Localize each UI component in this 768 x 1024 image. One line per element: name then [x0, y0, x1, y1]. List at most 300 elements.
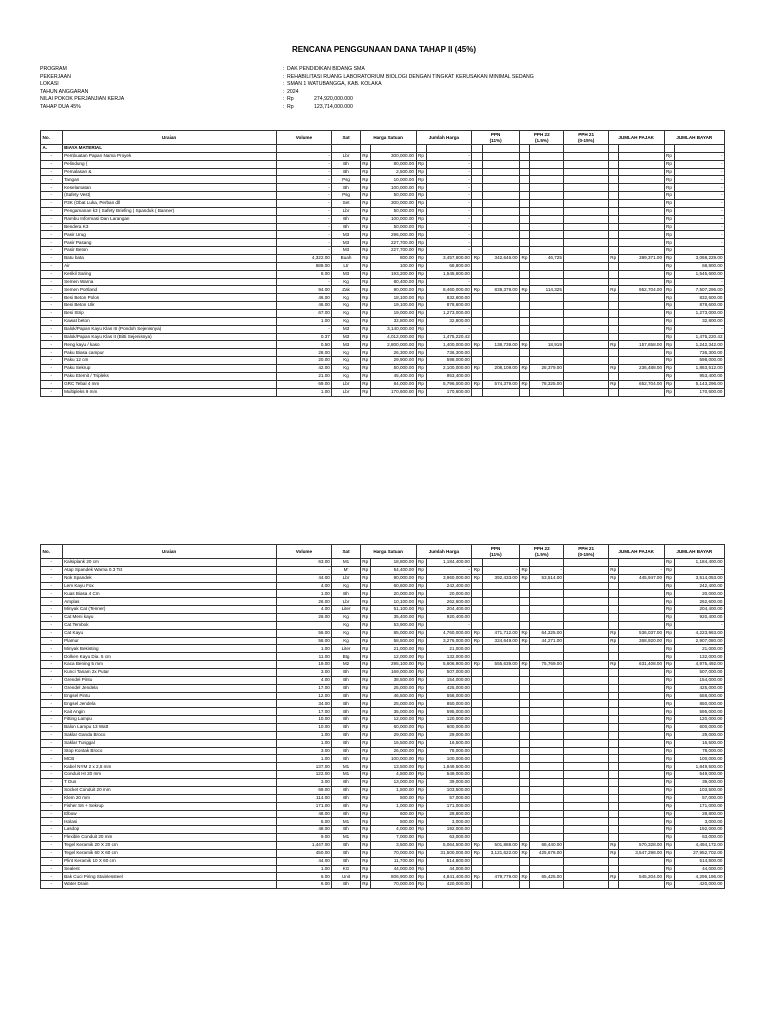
pph21 — [564, 215, 608, 223]
pph21 — [564, 566, 608, 574]
jumlah-bayar: 103,500.00 — [674, 786, 724, 794]
table-row — [41, 184, 725, 192]
item-sat: Bh — [332, 669, 360, 677]
jumlah-pajak: 952,704.00 — [619, 286, 665, 294]
jumlah-harga: 16,500.00 — [426, 739, 472, 747]
jumlah-pajak — [619, 184, 665, 192]
jumlah-harga: - — [426, 325, 472, 333]
table-row — [41, 566, 725, 574]
table-row — [41, 834, 725, 842]
ppn-rp — [472, 168, 482, 176]
jumlah-harga: 5,796,000.00 — [426, 380, 472, 388]
jumlah-bayar-rp: Rp — [664, 755, 674, 763]
jumlah-pajak-rp — [608, 333, 618, 341]
ppn-rp — [472, 176, 482, 184]
pph22 — [530, 676, 564, 684]
jumlah-pajak-rp — [608, 818, 618, 826]
item-volume: 3.00 — [276, 779, 332, 787]
pph22 — [530, 802, 564, 810]
item-no: - — [41, 857, 63, 865]
table-row — [41, 692, 725, 700]
jumlah-bayar: - — [674, 215, 724, 223]
jumlah-pajak-rp — [608, 676, 618, 684]
item-uraian: Isolasi — [62, 818, 276, 826]
pph22-rp — [520, 231, 530, 239]
jumlah-bayar-rp: Rp — [664, 692, 674, 700]
jumlah-pajak-rp — [608, 310, 618, 318]
pph22-rp: Rp — [520, 873, 530, 881]
pph22 — [530, 739, 564, 747]
ppn-rp — [472, 388, 482, 396]
harga-satuan: 90,000.00 — [370, 574, 416, 582]
pph21 — [564, 881, 608, 889]
ppn-rp — [472, 262, 482, 270]
jumlah-bayar: 4,494,172.00 — [674, 841, 724, 849]
item-no: - — [41, 637, 63, 645]
pph22-rp — [520, 881, 530, 889]
jumlah-harga-rp: Rp — [416, 865, 426, 873]
harga-satuan: 25,000.00 — [370, 684, 416, 692]
header-sat: Sat — [332, 545, 360, 559]
item-volume: 171.00 — [276, 802, 332, 810]
header-harga-satuan: Harga Satuan — [360, 545, 416, 559]
pph22-rp — [520, 160, 530, 168]
ppn-rp — [472, 372, 482, 380]
pph22-rp — [520, 731, 530, 739]
jumlah-pajak: 368,920.00 — [619, 637, 665, 645]
pph22 — [530, 152, 564, 160]
jumlah-pajak — [619, 716, 665, 724]
ppn — [482, 810, 520, 818]
pph22 — [530, 388, 564, 396]
ppn — [482, 881, 520, 889]
pph22 — [530, 294, 564, 302]
item-uraian: Elbow — [62, 810, 276, 818]
jumlah-bayar-rp: Rp — [664, 559, 674, 567]
ppn-rp — [472, 152, 482, 160]
pph22-rp: Rp — [520, 365, 530, 373]
jumlah-harga-rp: Rp — [416, 763, 426, 771]
jumlah-bayar: 262,600.00 — [674, 598, 724, 606]
meta-value: 274,920,000.000 — [314, 96, 353, 103]
item-volume: 10.00 — [276, 716, 332, 724]
item-uraian: Pasir Pasang — [62, 239, 276, 247]
jumlah-harga-rp: Rp — [416, 747, 426, 755]
table-row — [41, 849, 725, 857]
jumlah-harga-rp: Rp — [416, 207, 426, 215]
jumlah-harga: - — [426, 247, 472, 255]
jumlah-harga-rp: Rp — [416, 559, 426, 567]
header-jumlah-bayar: JUMLAH BAYAR — [664, 131, 724, 145]
table-row — [41, 247, 725, 255]
jumlah-pajak: 652,704.00 — [619, 380, 665, 388]
item-uraian: Fisher S6 + Sekrup — [62, 802, 276, 810]
ppn — [482, 317, 520, 325]
jumlah-pajak-rp: Rp — [608, 255, 618, 263]
item-volume: 1.00 — [276, 731, 332, 739]
item-no: - — [41, 598, 63, 606]
table-row — [41, 653, 725, 661]
jumlah-pajak: 389,371.00 — [619, 255, 665, 263]
harga-satuan-rp: Rp — [360, 834, 370, 842]
pph22 — [530, 598, 564, 606]
ppn — [482, 794, 520, 802]
table-row — [41, 286, 725, 294]
meta-value: SMAN 1 WATUBANGGA, KAB. KOLAKA — [287, 81, 382, 88]
item-uraian: Pasir Beton — [62, 247, 276, 255]
jumlah-pajak — [619, 708, 665, 716]
jumlah-bayar: 1,184,400.00 — [674, 559, 724, 567]
jumlah-harga: 1,184,400.00 — [426, 559, 472, 567]
table-row — [41, 810, 725, 818]
jumlah-bayar: - — [674, 207, 724, 215]
item-uraian: Grendel Pintu — [62, 676, 276, 684]
jumlah-bayar: 100,000.00 — [674, 755, 724, 763]
meta-value: DAK PENDIDIKAN BIDANG SMA — [287, 66, 365, 72]
jumlah-harga-rp: Rp — [416, 160, 426, 168]
header-no: No. — [41, 131, 63, 145]
jumlah-bayar: 3,068,229.00 — [674, 255, 724, 263]
jumlah-pajak — [619, 192, 665, 200]
harga-satuan-rp: Rp — [360, 262, 370, 270]
item-sat: M2 — [332, 661, 360, 669]
meta-currency: Rp — [287, 103, 294, 110]
jumlah-bayar-rp: Rp — [664, 239, 674, 247]
item-volume: 688.00 — [276, 262, 332, 270]
jumlah-bayar-rp: Rp — [664, 708, 674, 716]
jumlah-pajak — [619, 676, 665, 684]
pph22 — [530, 653, 564, 661]
jumlah-pajak — [619, 247, 665, 255]
jumlah-harga-rp: Rp — [416, 590, 426, 598]
pph22-rp — [520, 747, 530, 755]
jumlah-harga-rp: Rp — [416, 692, 426, 700]
jumlah-harga-rp: Rp — [416, 325, 426, 333]
pph22 — [530, 590, 564, 598]
table-row — [41, 794, 725, 802]
item-no: - — [41, 168, 63, 176]
item-uraian: Lem Kayu Fox — [62, 582, 276, 590]
jumlah-harga-rp: Rp — [416, 621, 426, 629]
ppn: 838,379.00 — [482, 286, 520, 294]
ppn — [482, 582, 520, 590]
jumlah-bayar-rp: Rp — [664, 270, 674, 278]
jumlah-harga: 878,600.00 — [426, 302, 472, 310]
jumlah-bayar-rp: Rp — [664, 614, 674, 622]
ppn-rp: Rp — [472, 566, 482, 574]
jumlah-harga: 192,000.00 — [426, 826, 472, 834]
item-no: - — [41, 716, 63, 724]
harga-satuan: 50,000.00 — [370, 207, 416, 215]
item-sat: Kg — [332, 349, 360, 357]
item-volume: 4.00 — [276, 582, 332, 590]
item-volume: 26.00 — [276, 614, 332, 622]
section-label: BIAYA MATERIAL — [62, 145, 276, 153]
jumlah-bayar-rp: Rp — [664, 716, 674, 724]
jumlah-pajak — [619, 598, 665, 606]
meta-currency: Rp — [287, 96, 294, 103]
table-row — [41, 294, 725, 302]
ppn — [482, 621, 520, 629]
jumlah-pajak-rp — [608, 810, 618, 818]
pph22-rp — [520, 676, 530, 684]
jumlah-harga: 425,000.00 — [426, 684, 472, 692]
ppn-rp — [472, 834, 482, 842]
ppn: 3,121,622.00 — [482, 849, 520, 857]
jumlah-pajak — [619, 239, 665, 247]
harga-satuan: 35,400.00 — [370, 614, 416, 622]
harga-satuan-rp: Rp — [360, 310, 370, 318]
ppn — [482, 857, 520, 865]
pph22 — [530, 239, 564, 247]
harga-satuan: 500.00 — [370, 794, 416, 802]
harga-satuan: 4,000.00 — [370, 826, 416, 834]
pph21 — [564, 247, 608, 255]
item-no: - — [41, 325, 63, 333]
jumlah-bayar: 1,863,512.00 — [674, 365, 724, 373]
table-row — [41, 270, 725, 278]
jumlah-bayar-rp: Rp — [664, 278, 674, 286]
ppn-rp — [472, 215, 482, 223]
item-sat: Bh — [332, 739, 360, 747]
jumlah-harga: 507,000.00 — [426, 669, 472, 677]
jumlah-harga: 1,849,500.00 — [426, 763, 472, 771]
pph21 — [564, 692, 608, 700]
ppn: 342,646.00 — [482, 255, 520, 263]
pph22-rp: Rp — [520, 380, 530, 388]
table-row — [41, 372, 725, 380]
header-ppn: PPN (11%) — [472, 131, 520, 145]
item-sat: M1 — [332, 771, 360, 779]
item-uraian: Reng kayu / kaso — [62, 341, 276, 349]
item-uraian: Grendel Jendela — [62, 684, 276, 692]
table-row — [41, 661, 725, 669]
pph22 — [530, 302, 564, 310]
ppn — [482, 325, 520, 333]
ppn — [482, 310, 520, 318]
ppn-rp — [472, 708, 482, 716]
ppn-rp — [472, 700, 482, 708]
jumlah-pajak — [619, 333, 665, 341]
jumlah-bayar-rp: Rp — [664, 645, 674, 653]
table-row — [41, 333, 725, 341]
item-uraian: Water Drain — [62, 881, 276, 889]
item-no: - — [41, 700, 63, 708]
harga-satuan-rp: Rp — [360, 786, 370, 794]
ppn — [482, 192, 520, 200]
jumlah-pajak-rp — [608, 192, 618, 200]
pph22-rp — [520, 692, 530, 700]
jumlah-bayar-rp: Rp — [664, 873, 674, 881]
jumlah-bayar-rp: Rp — [664, 582, 674, 590]
jumlah-harga-rp: Rp — [416, 802, 426, 810]
jumlah-harga-rp: Rp — [416, 582, 426, 590]
harga-satuan: 90,000.00 — [370, 286, 416, 294]
ppn — [482, 176, 520, 184]
item-no: - — [41, 779, 63, 787]
item-no: - — [41, 559, 63, 567]
jumlah-bayar-rp: Rp — [664, 317, 674, 325]
item-sat: Bh — [332, 160, 360, 168]
pph21 — [564, 325, 608, 333]
harga-satuan: 32,800.00 — [370, 317, 416, 325]
jumlah-pajak-rp: Rp — [608, 566, 618, 574]
jumlah-pajak — [619, 779, 665, 787]
ppn-rp — [472, 771, 482, 779]
pph22 — [530, 779, 564, 787]
jumlah-bayar-rp: Rp — [664, 207, 674, 215]
harga-satuan-rp: Rp — [360, 708, 370, 716]
jumlah-bayar: 425,000.00 — [674, 684, 724, 692]
ppn — [482, 739, 520, 747]
item-no: - — [41, 771, 63, 779]
jumlah-pajak — [619, 270, 665, 278]
jumlah-bayar: 7,507,296.00 — [674, 286, 724, 294]
jumlah-pajak-rp: Rp — [608, 849, 618, 857]
jumlah-harga: 32,800.00 — [426, 317, 472, 325]
table-row — [41, 716, 725, 724]
jumlah-harga-rp: Rp — [416, 794, 426, 802]
harga-satuan: 60,600.00 — [370, 582, 416, 590]
pph22 — [530, 810, 564, 818]
pph21 — [564, 786, 608, 794]
harga-satuan: 13,000.00 — [370, 779, 416, 787]
harga-satuan-rp: Rp — [360, 388, 370, 396]
jumlah-harga: 1,273,000.00 — [426, 310, 472, 318]
jumlah-harga: 1,545,600.00 — [426, 270, 472, 278]
ppn — [482, 349, 520, 357]
jumlah-harga-rp: Rp — [416, 200, 426, 208]
item-no: - — [41, 755, 63, 763]
harga-satuan-rp: Rp — [360, 200, 370, 208]
item-uraian: Klem 20 mm — [62, 794, 276, 802]
pph22-rp — [520, 653, 530, 661]
jumlah-pajak-rp — [608, 262, 618, 270]
jumlah-pajak — [619, 653, 665, 661]
pph21 — [564, 700, 608, 708]
item-sat: Bh — [332, 881, 360, 889]
item-sat: Lbr — [332, 380, 360, 388]
ppn — [482, 160, 520, 168]
harga-satuan-rp: Rp — [360, 629, 370, 637]
pph21 — [564, 270, 608, 278]
item-no: - — [41, 286, 63, 294]
jumlah-harga-rp: Rp — [416, 184, 426, 192]
item-no: - — [41, 365, 63, 373]
pph21 — [564, 582, 608, 590]
pph21 — [564, 152, 608, 160]
item-no: - — [41, 388, 63, 396]
item-volume: 56.00 — [276, 629, 332, 637]
table-row — [41, 857, 725, 865]
jumlah-pajak-rp — [608, 763, 618, 771]
jumlah-bayar-rp: Rp — [664, 826, 674, 834]
item-volume: 48.00 — [276, 810, 332, 818]
harga-satuan: 20,000.00 — [370, 590, 416, 598]
item-no: - — [41, 215, 63, 223]
pph22-rp — [520, 325, 530, 333]
jumlah-bayar-rp: Rp — [664, 598, 674, 606]
harga-satuan: 51,100.00 — [370, 606, 416, 614]
item-uraian: Kunci Tanam 2x Putar — [62, 669, 276, 677]
jumlah-bayar-rp: Rp — [664, 700, 674, 708]
jumlah-harga-rp: Rp — [416, 566, 426, 574]
item-sat: Kg — [332, 637, 360, 645]
meta-value: REHABILITASI RUANG LABORATORIUM BIOLOGI DENGAN TINGKAT KERUSAKAN MINIMAL SEDANG — [287, 73, 534, 80]
jumlah-pajak — [619, 176, 665, 184]
item-volume: - — [276, 231, 332, 239]
pph22 — [530, 231, 564, 239]
pph21 — [564, 341, 608, 349]
pph22-rp — [520, 614, 530, 622]
ppn-rp — [472, 302, 482, 310]
jumlah-pajak-rp — [608, 590, 618, 598]
header-jumlah-bayar: JUMLAH BAYAR — [664, 545, 724, 559]
harga-satuan: 296,000.00 — [370, 231, 416, 239]
harga-satuan-rp: Rp — [360, 215, 370, 223]
harga-satuan-rp: Rp — [360, 365, 370, 373]
jumlah-harga: - — [426, 184, 472, 192]
item-uraian: Semen Portland — [62, 286, 276, 294]
item-no: - — [41, 239, 63, 247]
jumlah-bayar-rp: Rp — [664, 380, 674, 388]
ppn-rp — [472, 669, 482, 677]
ppn-rp — [472, 207, 482, 215]
jumlah-bayar-rp: Rp — [664, 606, 674, 614]
pph22-rp — [520, 739, 530, 747]
item-uraian: Plint Keramik 10 X 60 cm — [62, 857, 276, 865]
pph22 — [530, 857, 564, 865]
pph21 — [564, 231, 608, 239]
pph21 — [564, 669, 608, 677]
jumlah-pajak-rp — [608, 621, 618, 629]
jumlah-harga: 600,000.00 — [426, 724, 472, 732]
item-sat: Liter — [332, 606, 360, 614]
item-volume: 114.00 — [276, 794, 332, 802]
harga-satuan: 13,500.00 — [370, 763, 416, 771]
harga-satuan-rp: Rp — [360, 614, 370, 622]
header-volume: Volume — [276, 545, 332, 559]
harga-satuan-rp: Rp — [360, 739, 370, 747]
harga-satuan: 806,900.00 — [370, 873, 416, 881]
harga-satuan-rp: Rp — [360, 849, 370, 857]
harga-satuan-rp: Rp — [360, 160, 370, 168]
jumlah-harga-rp: Rp — [416, 223, 426, 231]
header-jumlah-pajak: JUMLAH PAJAK — [608, 131, 664, 145]
item-volume: 1,447.00 — [276, 841, 332, 849]
harga-satuan: 100,000.00 — [370, 215, 416, 223]
jumlah-pajak — [619, 207, 665, 215]
item-sat: Bh — [332, 676, 360, 684]
table-row — [41, 278, 725, 286]
pph22: 425,676.00 — [530, 849, 564, 857]
jumlah-bayar-rp: Rp — [664, 771, 674, 779]
jumlah-pajak: 545,204.00 — [619, 873, 665, 881]
harga-satuan-rp: Rp — [360, 763, 370, 771]
jumlah-pajak — [619, 724, 665, 732]
item-sat: Psg — [332, 176, 360, 184]
item-volume: - — [276, 192, 332, 200]
pph22 — [530, 645, 564, 653]
jumlah-pajak-rp — [608, 692, 618, 700]
item-no: - — [41, 881, 63, 889]
jumlah-bayar-rp: Rp — [664, 621, 674, 629]
pph21 — [564, 388, 608, 396]
jumlah-pajak — [619, 294, 665, 302]
jumlah-harga-rp: Rp — [416, 294, 426, 302]
ppn-rp — [472, 317, 482, 325]
item-sat: Bh — [332, 794, 360, 802]
